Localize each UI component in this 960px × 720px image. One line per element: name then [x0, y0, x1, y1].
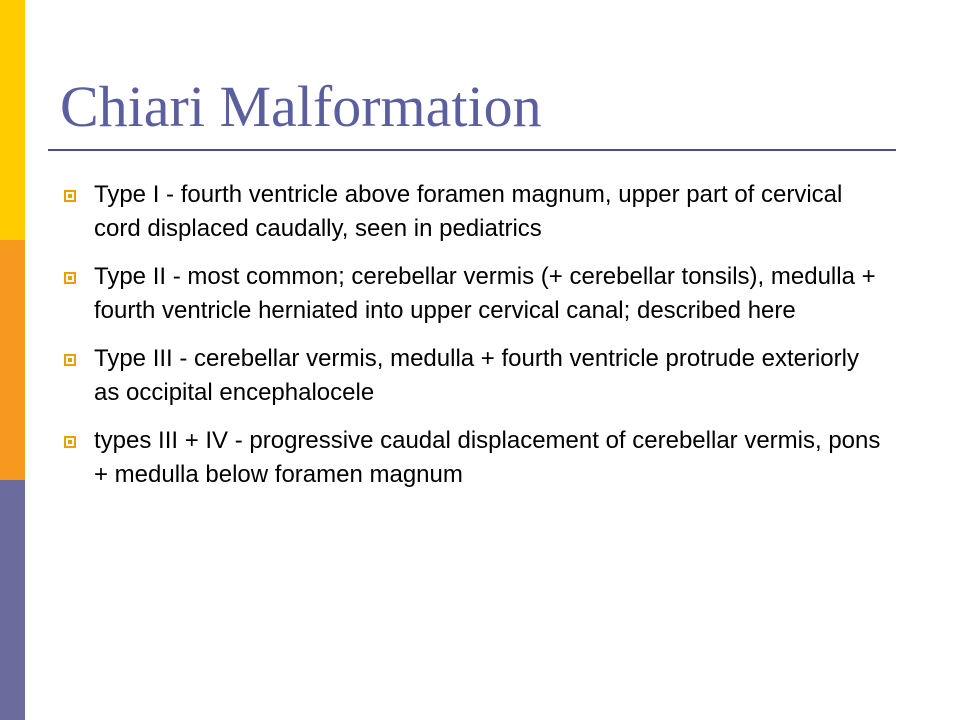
bullet-item	[60, 260, 890, 328]
side-bar-yellow	[0, 0, 25, 240]
square-bullet-icon	[64, 354, 76, 366]
bullet-text: Type II - most common; cerebellar vermis (+ cerebellar tonsils), medulla + fourth ventricle herniated into upper cervical canal; described here	[94, 263, 876, 324]
bullet-text: Type I - fourth ventricle above foramen magnum, upper part of cervical cord displaced caudally, seen in pediatrics	[94, 181, 843, 242]
slide-title: Chiari Malformation	[60, 74, 542, 139]
square-bullet-icon	[64, 272, 76, 284]
bullet-item	[60, 342, 890, 410]
bullet-item	[60, 178, 890, 246]
bullet-item	[60, 424, 890, 492]
side-bar-orange	[0, 240, 25, 480]
square-bullet-icon	[64, 436, 76, 448]
square-bullet-icon	[64, 190, 76, 202]
side-bar-purple	[0, 480, 25, 720]
bullet-text: types III + IV - progressive caudal displacement of cerebellar vermis, pons + medulla below foramen magnum	[94, 427, 881, 488]
bullet-list	[60, 178, 890, 506]
title-underline	[48, 149, 896, 151]
bullet-text: Type III - cerebellar vermis, medulla + fourth ventricle protrude exteriorly as occipital encephalocele	[94, 345, 859, 406]
